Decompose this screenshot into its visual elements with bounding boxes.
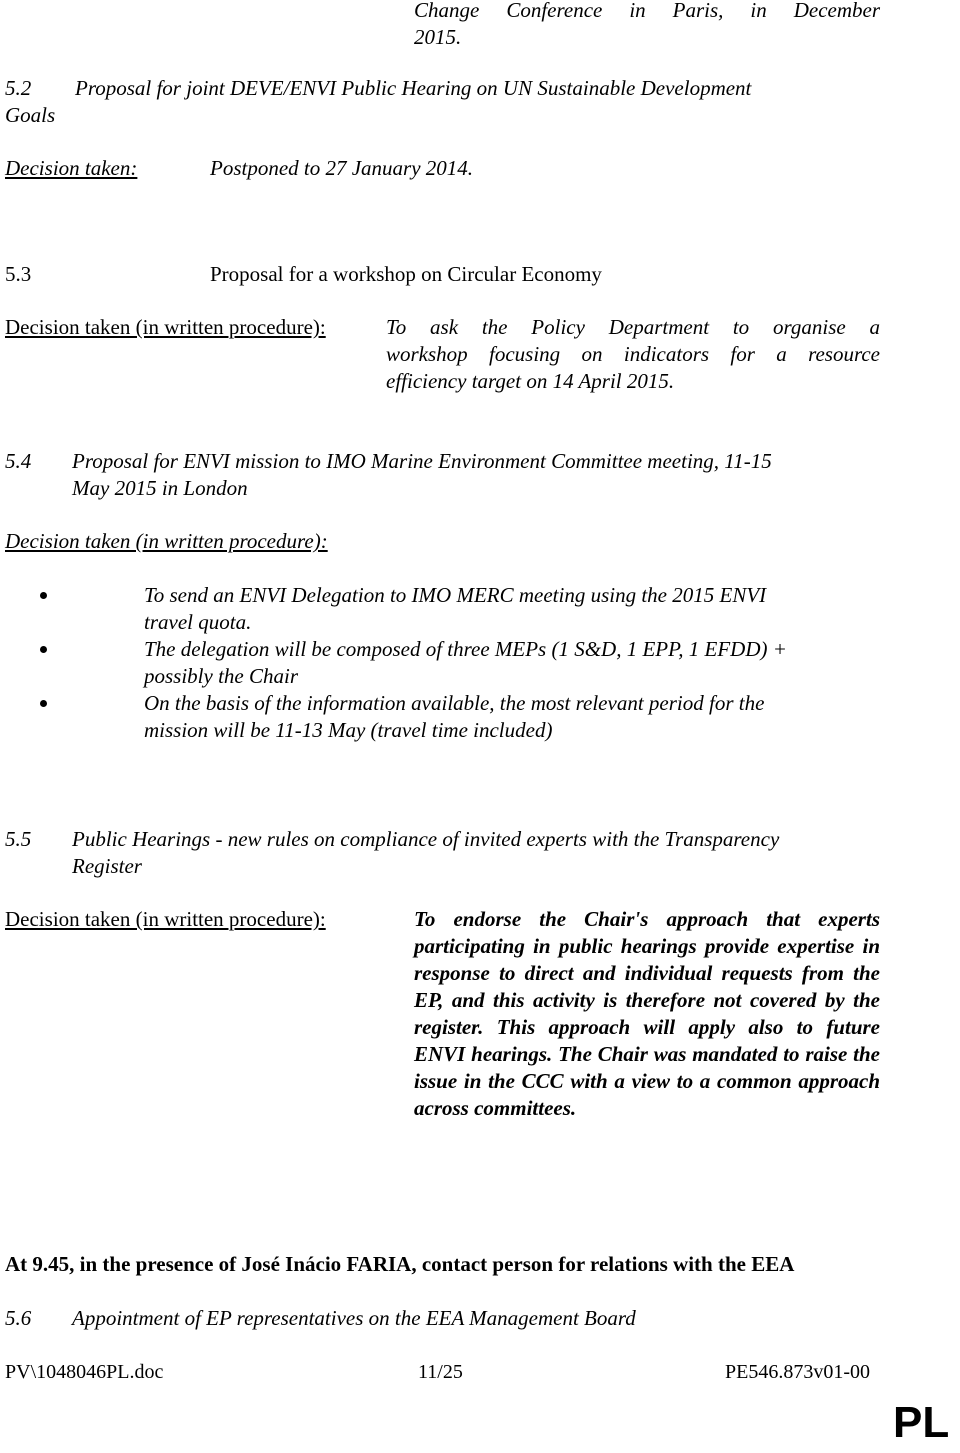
section-5-5-number: 5.5 (5, 827, 32, 851)
section-5-3-decision-line3: efficiency target on 14 April 2015. (386, 369, 675, 393)
list-item-text: The delegation will be composed of three MEPs (1 S&D, 1 EPP, 1 EFDD) + possibly the Chair (144, 637, 787, 688)
section-5-3-decision-label: Decision taken (in written procedure): (5, 315, 326, 339)
section-5-4-decision-list (72, 582, 882, 744)
bullet-icon (40, 646, 47, 653)
list-item-text: To send an ENVI Delegation to IMO MERC meeting using the 2015 ENVI travel quota. (144, 583, 767, 634)
section-5-2-title-line1: Proposal for joint DEVE/ENVI Public Hearing on UN Sustainable Development (75, 76, 752, 100)
footer-page-number: 11/25 (418, 1361, 463, 1383)
list-item (2, 636, 812, 690)
section-5-4-title-line2: May 2015 in London (72, 476, 248, 500)
section-5-2-number: 5.2 (5, 76, 32, 100)
section-5-5-title-line1: Public Hearings - new rules on compliance of invited experts with the Transparency (72, 827, 780, 851)
section-5-4-decision-label: Decision taken (in written procedure): (5, 529, 328, 553)
section-5-4-title-line1: Proposal for ENVI mission to IMO Marine Environment Committee meeting, 11-15 (72, 449, 772, 473)
section-5-2-title-line2: Goals (5, 103, 56, 127)
footer-document-ref: PE546.873v01-00 (725, 1361, 870, 1383)
list-item (2, 582, 812, 636)
list-item (2, 690, 812, 744)
presence-note: At 9.45, in the presence of José Inácio FARIA, contact person for relations with the EEA (5, 1252, 795, 1276)
section-5-3-number: 5.3 (5, 262, 32, 286)
section-5-3-title: Proposal for a workshop on Circular Economy (210, 262, 602, 286)
section-5-6-number: 5.6 (5, 1306, 32, 1330)
section-5-3-decision-line2: workshop focusing on indicators for a resource (386, 342, 880, 366)
section-5-2-decision-text: Postponed to 27 January 2014. (210, 156, 474, 180)
footer-file-name: PV\1048046PL.doc (5, 1361, 164, 1383)
language-code: PL (893, 1398, 950, 1447)
continued-text-line2: 2015. (414, 25, 462, 49)
bullet-icon (40, 592, 47, 599)
bullet-icon (40, 700, 47, 707)
section-5-4-number: 5.4 (5, 449, 32, 473)
section-5-6-title: Appointment of EP representatives on the EEA Management Board (72, 1306, 636, 1330)
section-5-3-decision-line1: To ask the Policy Department to organise a (386, 315, 880, 339)
continued-text-line1: Change Conference in Paris, in December (414, 0, 880, 22)
section-5-5-decision-label: Decision taken (in written procedure): (5, 907, 326, 931)
section-5-5-title-line2: Register (72, 854, 142, 878)
section-5-2-decision-label: Decision taken: (5, 156, 138, 180)
section-5-5-decision-text: To endorse the Chair's approach that experts participating in public hearings provide expertise in response to direct and individual requests from the EP, and this activity is therefore not covered by the register. This approach will apply also to future ENVI hearings. The Chair was mandated to raise the issue in the CCC with a view to a common approach across committees. (414, 907, 880, 1120)
list-item-text: On the basis of the information available, the most relevant period for the mission will be 11-13 May (travel time included) (144, 691, 765, 742)
